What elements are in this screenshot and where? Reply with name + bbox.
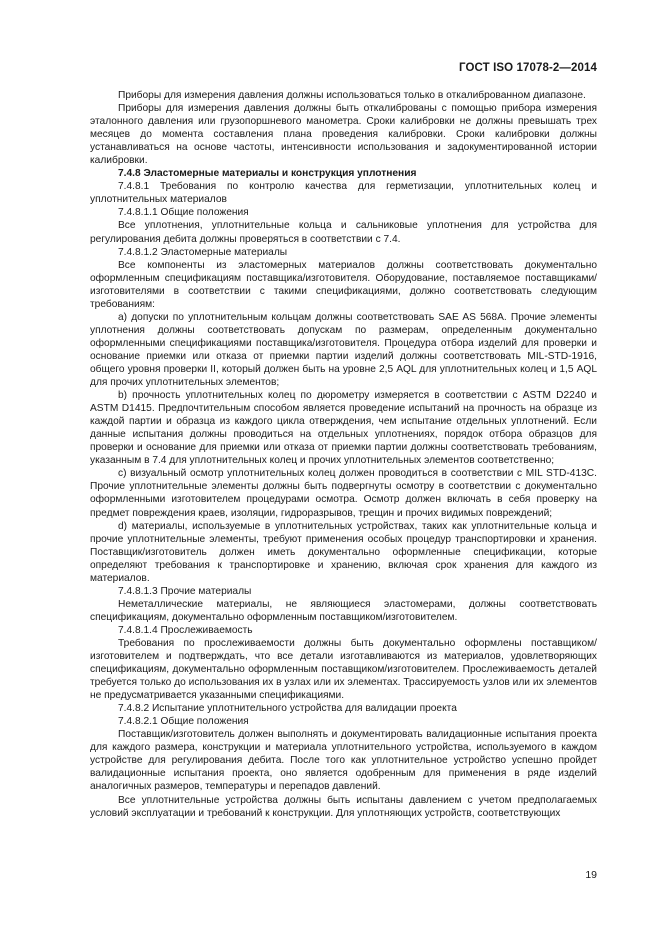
- paragraph: Все уплотнительные устройства должны быть испытаны давлением с учетом предполагаемых условий эксплуатации и требований к конструкции. Для уплотняющих устройств, соответствующих: [90, 794, 597, 819]
- paragraph: Требования по прослеживаемости должны быть документально оформлены поставщиком/изготовителем и подтверждать, что все детали изготавливаются из материалов, удовлетворяющих спецификациям, документально оформленным поставщиком/изготовителем. Прослеживаемость деталей требуется только до использования их в узлах или их элементах. Трассируемость узлов или их элементов не предусматривается указанными спецификациями.: [90, 637, 597, 702]
- page-number: 19: [585, 869, 597, 881]
- paragraph: Приборы для измерения давления должны быть откалиброваны с помощью прибора измерения эталонного давления или грузопоршневого манометра. Сроки калибровки не должны превышать трех месяцев до момента составления плана проведения калибровки. Сроки калибровки должны устанавливаться на основе частоты, интенсивности использования и задокументированной истории калибровки.: [90, 103, 597, 167]
- subsection-heading: 7.4.8.2 Испытание уплотнительного устройства для валидации проекта: [118, 703, 457, 715]
- subsection-heading: 7.4.8.1.1 Общие положения: [118, 207, 249, 219]
- paragraph: Неметаллические материалы, не являющиеся эластомерами, должны соответствовать спецификациям, документально оформленным поставщиком/изготовителем.: [90, 598, 597, 623]
- subsection-heading: 7.4.8.1.2 Эластомерные материалы: [118, 246, 288, 258]
- paragraph: Поставщик/изготовитель должен выполнять и документировать валидационные испытания проекта для каждого размера, конструкции и материала уплотнительного устройства, используемого в каждом устройстве для регулирования дебита. После того как уплотнительное устройство успешно пройдет валидационные испытания проекта, оно является одобренным для применения в ряде изделий аналогичных размеров, температуры и перепадов давлений.: [90, 729, 597, 793]
- list-item: b) прочность уплотнительных колец по дюрометру измеряется в соответствии с ASTM D2240 и ASTM D1415. Предпочтительным способом является проведение испытаний на прочность на образце из каждой партии и образца из каждого цикла отверждения, чем испытание отдельных уплотнений. Если данные испытания должны проводиться на отдельных уплотнениях, порядок отбора образцов для проверки и основание для приемки или отказа от приемки партии должны соответствовать требованиям, указанным в 7.4 для уплотнительных колец и прочих уплотнительных элементов соответственно;: [90, 390, 597, 467]
- list-item: d) материалы, используемые в уплотнительных устройствах, таких как уплотнительные кольца и прочие уплотнительные элементы, требуют применения особых процедур транспортировки и хранения. Поставщик/изготовитель должен иметь документально оформленные спецификации, которые определяют требования к транспортировке и хранению, включая срок хранения для каждого из материалов.: [90, 520, 597, 584]
- section-heading: 7.4.8 Эластомерные материалы и конструкция уплотнения: [118, 168, 417, 180]
- paragraph: Приборы для измерения давления должны использоваться только в откалиброванном диапазоне.: [118, 90, 586, 101]
- subsection-heading: 7.4.8.1.3 Прочие материалы: [118, 585, 252, 597]
- document-code: ГОСТ ISO 17078-2—2014: [459, 62, 597, 74]
- paragraph: Все компоненты из эластомерных материалов должны соответствовать документально оформленным спецификациям поставщика/изготовителя. Оборудование, поставляемое поставщиками/изготовителями в соответствии с такими спецификациями, должно соответствовать следующим требованиям:: [90, 259, 597, 310]
- document-body: [90, 89, 597, 820]
- subsection-heading: 7.4.8.2.1 Общие положения: [118, 716, 249, 728]
- list-item: a) допуски по уплотнительным кольцам должны соответствовать SAE AS 568A. Прочие элементы уплотнения должны соответствовать допускам по размерам, определенным документально оформленными спецификациями поставщика/изготовителя. Процедура отбора изделий для проверки и основание приемки или отказа от приемки партии изделий должны соответствовать MIL-STD-1916, общего уровня проверки II, который должен быть на уровне 2,5 AQL для уплотнительных колец и 1,5 AQL для прочих уплотнительных элементов;: [90, 311, 597, 389]
- subsection-heading: 7.4.8.1 Требования по контролю качества для герметизации, уплотнительных колец и уплотнительных материалов: [90, 181, 597, 206]
- list-item: c) визуальный осмотр уплотнительных колец должен проводиться в соответствии с MIL STD-413C. Прочие уплотнительные элементы должны быть подвергнуты осмотру в соответствии с документально оформленными изготовителем процедурами осмотра. Осмотр должен включать в себя проверку на предмет повреждения краев, изоляции, гидроразрывов, трещин и прочих видимых повреждений;: [90, 468, 597, 519]
- paragraph: Все уплотнения, уплотнительные кольца и сальниковые уплотнения для устройства для регулирования дебита должны проверяться в соответствии с 7.4.: [90, 220, 597, 245]
- subsection-heading: 7.4.8.1.4 Прослеживаемость: [118, 624, 253, 636]
